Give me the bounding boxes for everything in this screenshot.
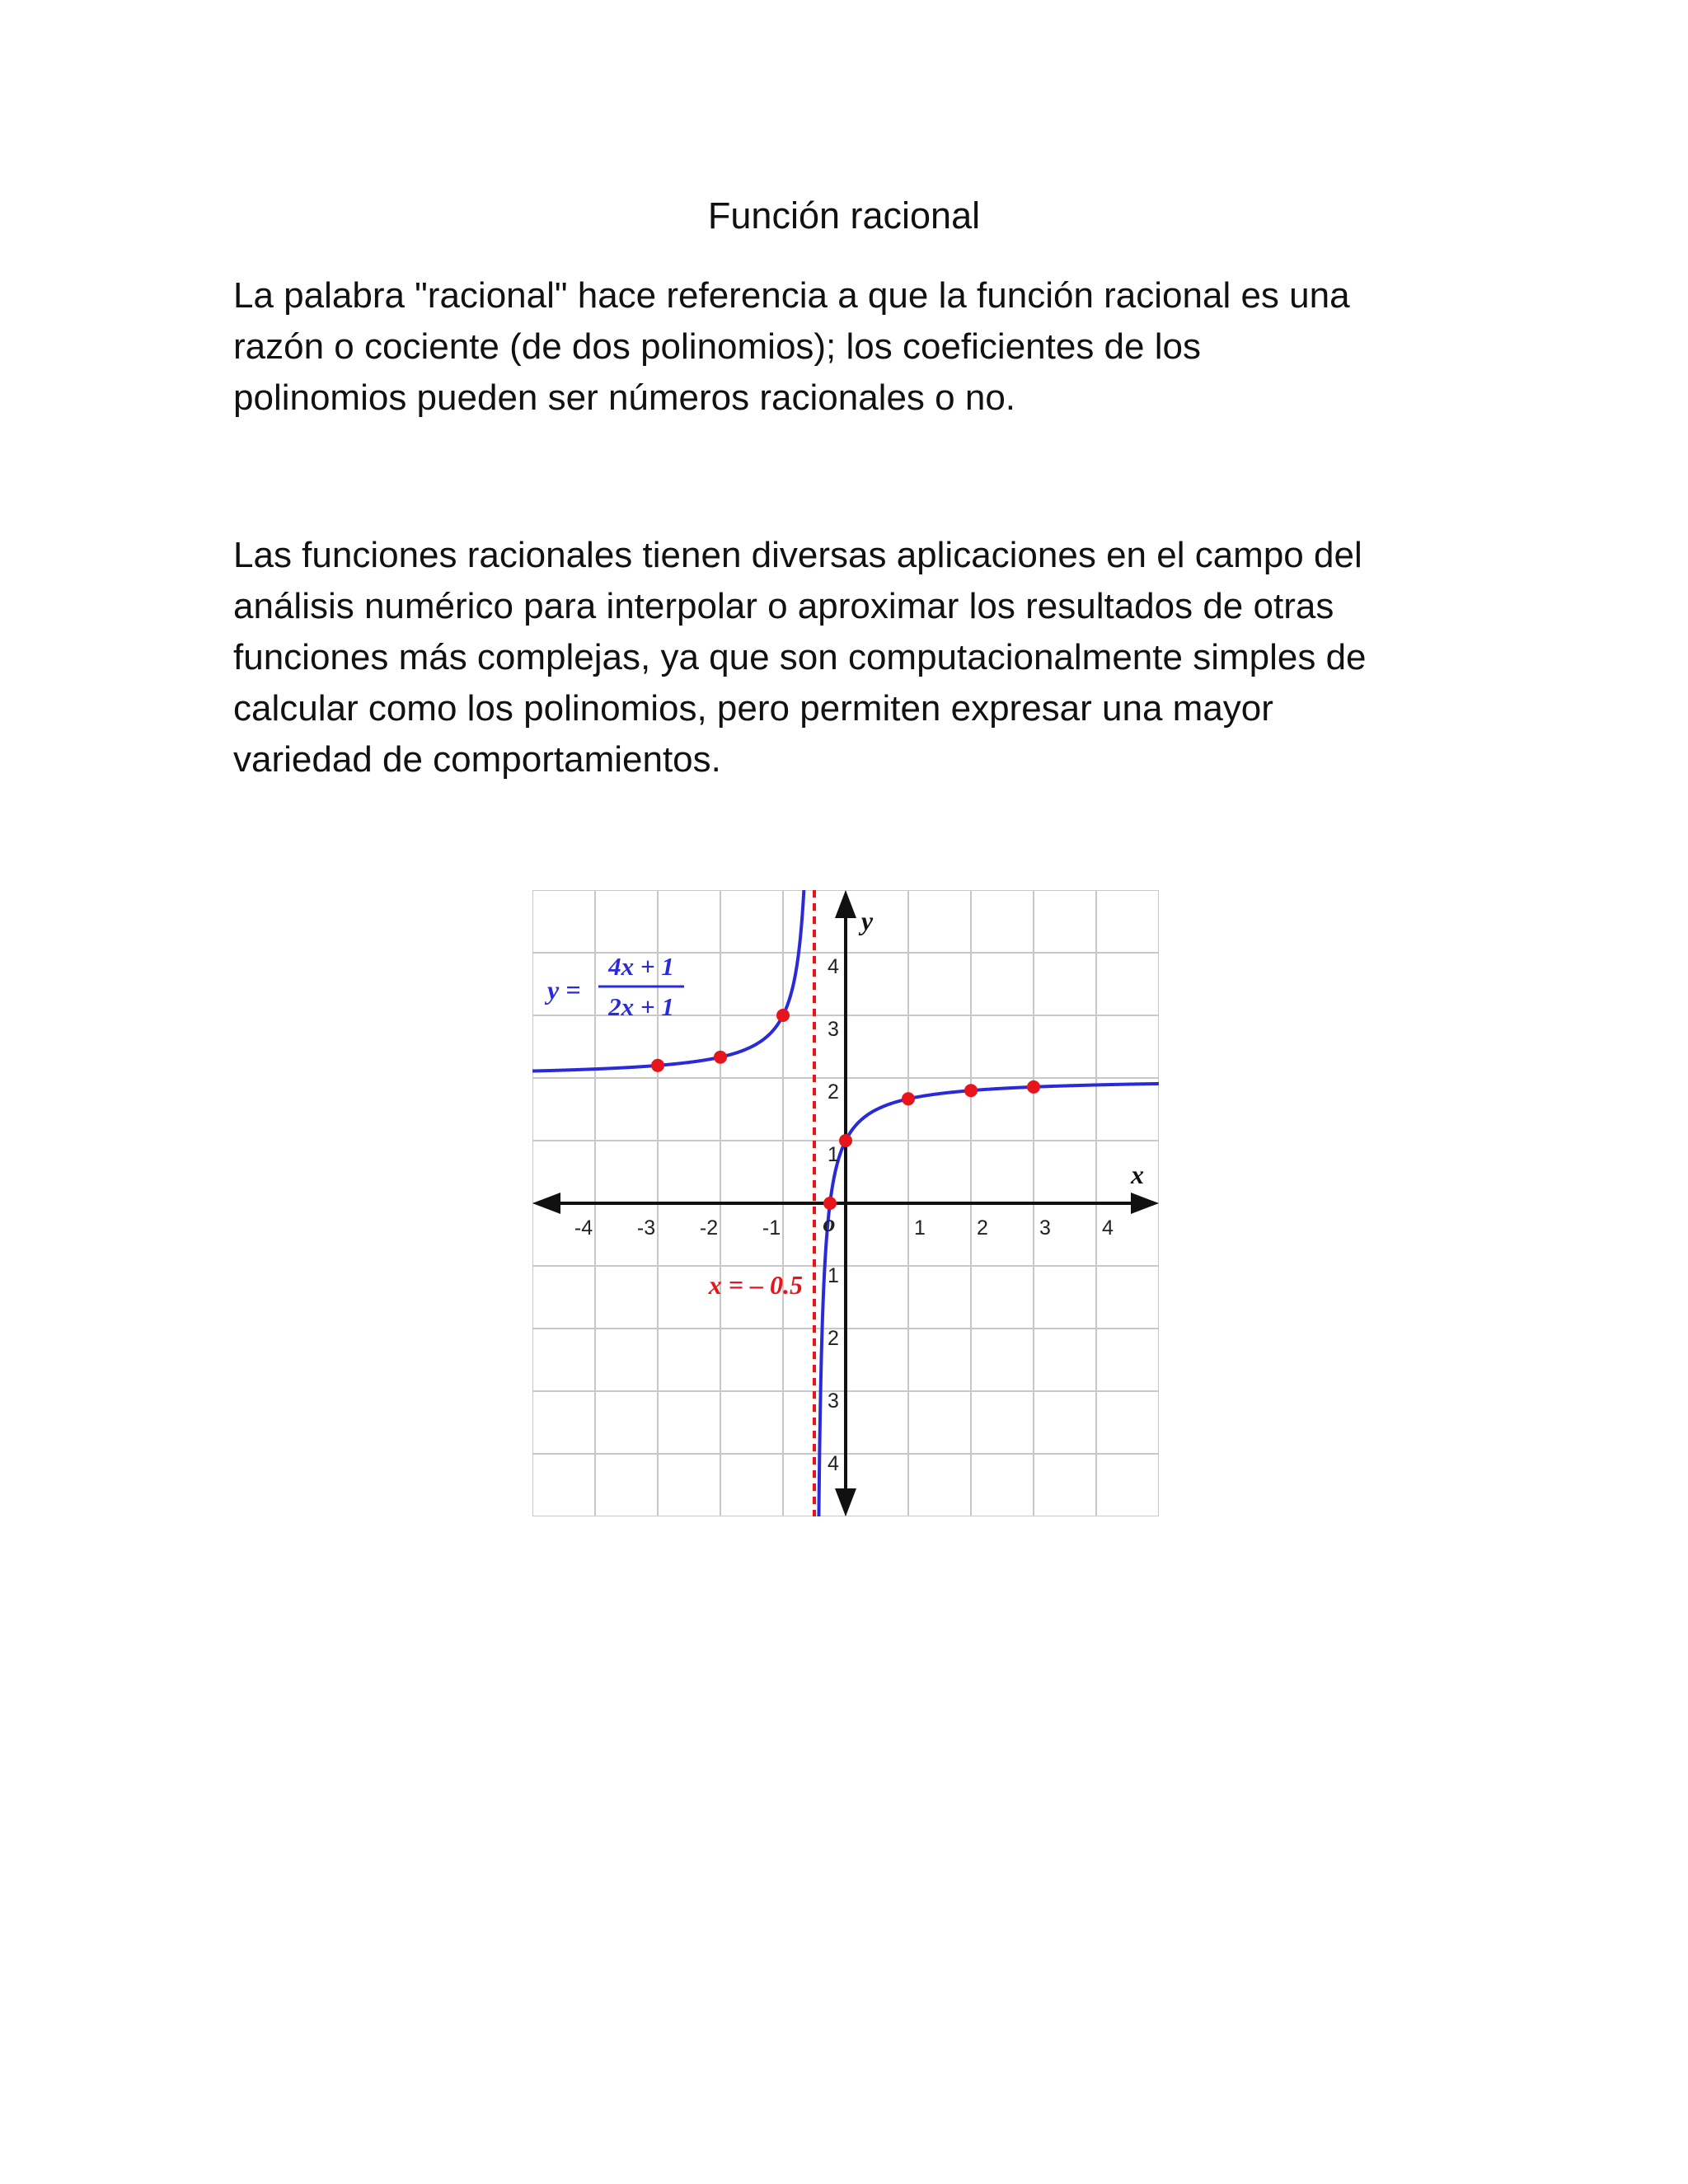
data-point (964, 1084, 978, 1097)
origin-label: o (823, 1210, 836, 1237)
x-tick-label: 1 (914, 1216, 926, 1240)
paragraph-definition (233, 270, 1486, 424)
axes (532, 890, 1159, 1516)
graph-svg (532, 890, 1159, 1516)
page-title: Función racional (707, 194, 981, 237)
function-label-prefix: y = (547, 975, 581, 1005)
paragraph-line: Las funciones racionales tienen diversas aplicaciones en el campo del (233, 535, 1362, 575)
data-point (714, 1051, 727, 1064)
data-point (776, 1009, 790, 1022)
x-tick-label: 4 (1102, 1216, 1114, 1240)
function-label-denominator: 2x + 1 (608, 992, 674, 1021)
y-tick-label: 3 (828, 1018, 839, 1041)
paragraph-line: polinomios pueden ser números racionales o no. (233, 377, 1016, 418)
function-label-numerator: 4x + 1 (608, 952, 674, 981)
y-tick-label: 4 (828, 1452, 839, 1475)
y-axis-arrow-up (835, 890, 856, 918)
x-tick-label: -4 (574, 1216, 593, 1240)
rational-function-graph (532, 890, 1159, 1516)
data-point (839, 1134, 852, 1147)
x-tick-label: 3 (1039, 1216, 1051, 1240)
paragraph-line: funciones más complejas, ya que son computacionalmente simples de (233, 637, 1367, 677)
paragraph-line: razón o cociente (de dos polinomios); los coeficientes de los (233, 326, 1201, 367)
data-point (1027, 1080, 1040, 1094)
y-axis-arrow-down (835, 1488, 856, 1516)
asymptote-label: x = – 0.5 (708, 1270, 803, 1301)
y-tick-label: 2 (828, 1327, 839, 1350)
paragraph-line: análisis numérico para interpolar o aproximar los resultados de otras (233, 586, 1334, 626)
y-tick-label: 3 (828, 1390, 839, 1413)
y-tick-label: 2 (828, 1080, 839, 1104)
x-axis-arrow-right (1131, 1193, 1159, 1214)
x-axis-name: x (1131, 1160, 1144, 1189)
y-axis-name: y (860, 906, 874, 935)
x-axis-arrow-left (532, 1193, 560, 1214)
paragraph-applications (233, 530, 1486, 785)
paragraph-line: La palabra "racional" hace referencia a que la función racional es una (233, 275, 1350, 316)
y-tick-label: 1 (828, 1143, 839, 1166)
paragraph-line: variedad de comportamientos. (233, 739, 721, 780)
x-tick-label: 2 (977, 1216, 988, 1240)
y-tick-label: 4 (828, 955, 839, 978)
data-point (823, 1197, 837, 1210)
data-point (651, 1059, 664, 1072)
x-tick-label: -2 (699, 1216, 719, 1240)
y-tick-label: 1 (828, 1264, 839, 1287)
x-tick-label: -3 (636, 1216, 656, 1240)
x-tick-label: -1 (762, 1216, 781, 1240)
curve-right-branch (815, 1084, 1159, 1516)
paragraph-line: calcular como los polinomios, pero permiten expresar una mayor (233, 688, 1273, 729)
data-point (902, 1092, 915, 1105)
